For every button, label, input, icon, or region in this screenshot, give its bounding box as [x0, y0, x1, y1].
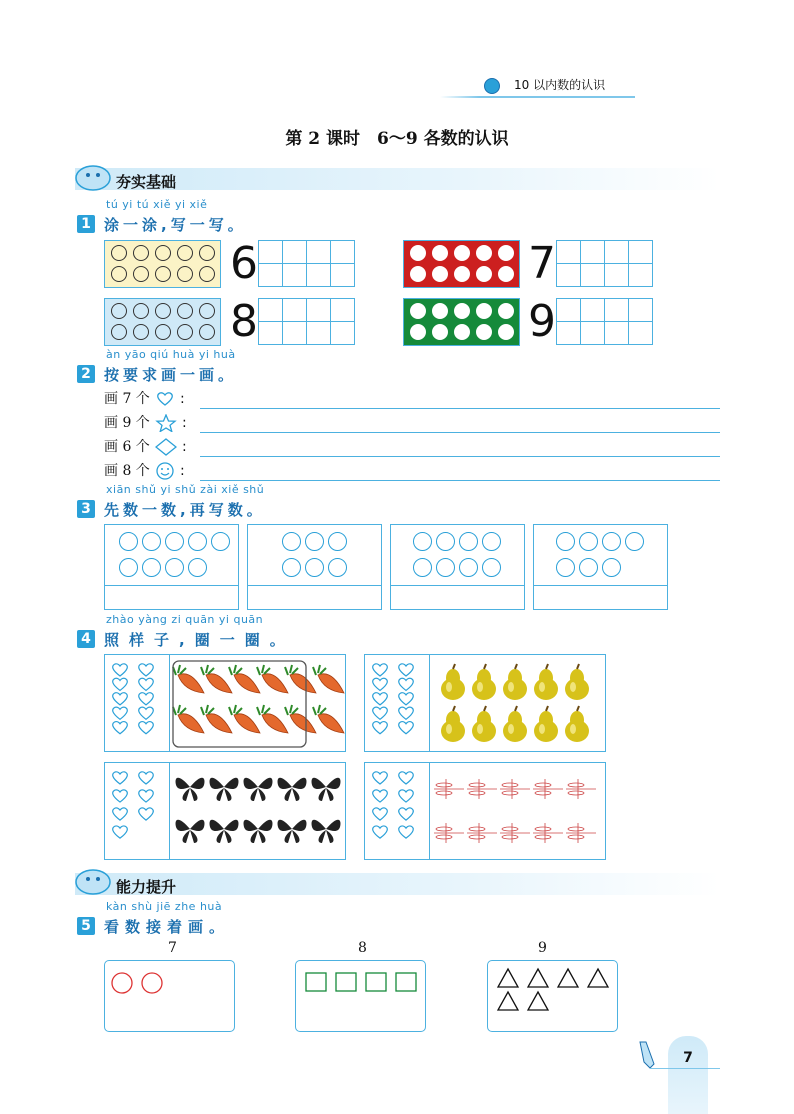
- grid-cell[interactable]: [628, 321, 653, 345]
- grid-cell[interactable]: [330, 298, 355, 322]
- circle-slot[interactable]: [476, 324, 492, 340]
- count-circle: [188, 558, 207, 577]
- butterfly-panel[interactable]: [169, 762, 346, 860]
- grid-cell[interactable]: [604, 240, 629, 264]
- circle-frame-red: [403, 240, 520, 288]
- circle-slot[interactable]: [476, 303, 492, 319]
- answer-divider: [391, 585, 524, 586]
- count-circle: [305, 532, 324, 551]
- circle-slot[interactable]: [432, 324, 448, 340]
- grid-cell[interactable]: [604, 263, 629, 287]
- writing-grid[interactable]: [258, 298, 354, 344]
- count-circle: [282, 558, 301, 577]
- circle-slot[interactable]: [498, 266, 514, 282]
- count-box[interactable]: [247, 524, 382, 610]
- grid-cell[interactable]: [580, 240, 605, 264]
- circle-slot[interactable]: [199, 266, 215, 282]
- section-title-improve: 能力提升: [116, 878, 177, 896]
- star-icon: [155, 414, 177, 432]
- q3-number: 3: [77, 500, 95, 518]
- count-circle: [328, 558, 347, 577]
- circle-frame-green: [403, 298, 520, 346]
- answer-divider: [534, 585, 667, 586]
- circle-slot[interactable]: [177, 245, 193, 261]
- circle-slot[interactable]: [498, 303, 514, 319]
- carrot-panel[interactable]: [169, 654, 346, 752]
- digit-eight: 8: [230, 296, 258, 347]
- circle-slot[interactable]: [133, 266, 149, 282]
- circle-slot[interactable]: [133, 324, 149, 340]
- count-circle: [211, 532, 230, 551]
- circle-slot[interactable]: [111, 245, 127, 261]
- grid-cell[interactable]: [258, 321, 283, 345]
- circle-slot[interactable]: [498, 324, 514, 340]
- grid-cell[interactable]: [282, 240, 307, 264]
- heart-panel: [364, 762, 430, 860]
- count-circle: [328, 532, 347, 551]
- circle-slot[interactable]: [177, 324, 193, 340]
- draw-row-diamond[interactable]: [104, 436, 720, 458]
- circle-slot[interactable]: [133, 303, 149, 319]
- circle-slot[interactable]: [155, 266, 171, 282]
- footer-line: [650, 1068, 720, 1069]
- count-circle: [482, 558, 501, 577]
- q4-pinyin: zhào yàng zi quān yi quān: [106, 613, 264, 626]
- header-chapter: 10 以内数的认识: [514, 78, 606, 92]
- grid-cell[interactable]: [282, 263, 307, 287]
- count-circle: [556, 558, 575, 577]
- heart-panel: [104, 654, 170, 752]
- grid-cell[interactable]: [604, 321, 629, 345]
- grid-cell[interactable]: [580, 263, 605, 287]
- page-number: 7: [683, 1050, 693, 1066]
- diamond-icon: [155, 438, 177, 456]
- draw-row-smiley[interactable]: [104, 460, 720, 482]
- circle-slot[interactable]: [177, 266, 193, 282]
- q4-text: 照样子,圈一圈。: [104, 631, 295, 649]
- globe-icon: [484, 78, 500, 94]
- grid-cell[interactable]: [330, 263, 355, 287]
- circle-slot[interactable]: [155, 324, 171, 340]
- draw-row-star[interactable]: [104, 412, 720, 434]
- count-circle: [556, 532, 575, 551]
- count-circle: [142, 532, 161, 551]
- pencil-icon: [636, 1040, 658, 1070]
- grid-cell[interactable]: [580, 321, 605, 345]
- q2-text: 按要求画一画。: [104, 366, 238, 384]
- answer-line: [200, 456, 720, 457]
- count-circle: [579, 558, 598, 577]
- circle-slot[interactable]: [454, 266, 470, 282]
- count-box[interactable]: [104, 524, 239, 610]
- count-circle: [459, 532, 478, 551]
- draw-box-seven[interactable]: [104, 960, 235, 1032]
- draw-row-label: 画 9 个: [104, 415, 150, 431]
- writing-grid[interactable]: [556, 298, 652, 344]
- grid-cell[interactable]: [556, 298, 581, 322]
- circle-slot[interactable]: [155, 245, 171, 261]
- grid-cell[interactable]: [282, 298, 307, 322]
- circle-slot[interactable]: [133, 245, 149, 261]
- draw-row-label: 画 6 个: [104, 439, 150, 455]
- circle-slot[interactable]: [432, 245, 448, 261]
- circle-slot[interactable]: [476, 266, 492, 282]
- circle-slot[interactable]: [111, 303, 127, 319]
- grid-cell[interactable]: [556, 321, 581, 345]
- circle-slot[interactable]: [199, 303, 215, 319]
- heart-icon: [155, 391, 175, 407]
- colon: :: [182, 439, 187, 455]
- count-circle: [482, 532, 501, 551]
- count-circle: [602, 558, 621, 577]
- circle-slot[interactable]: [454, 245, 470, 261]
- mascot-icon: [74, 162, 112, 192]
- circle-slot[interactable]: [155, 303, 171, 319]
- draw-row-label: 画 7 个: [104, 391, 150, 407]
- writing-grid[interactable]: [556, 240, 652, 286]
- header: [440, 74, 640, 98]
- circle-slot[interactable]: [410, 245, 426, 261]
- dragonfly-panel[interactable]: [429, 762, 606, 860]
- grid-cell[interactable]: [306, 298, 331, 322]
- heart-panel: [364, 654, 430, 752]
- grid-cell[interactable]: [258, 298, 283, 322]
- q5-label-seven: 7: [168, 940, 177, 956]
- circle-slot[interactable]: [498, 245, 514, 261]
- q3-text: 先数一数,再写数。: [104, 501, 266, 519]
- circle-frame-blue[interactable]: [104, 298, 221, 346]
- grid-cell[interactable]: [330, 321, 355, 345]
- circle-slot[interactable]: [199, 324, 215, 340]
- draw-row-heart[interactable]: [104, 388, 720, 410]
- q5-number: 5: [77, 917, 95, 935]
- lesson-title: 第 2 课时 6～9 各数的认识: [285, 129, 509, 149]
- count-circle: [119, 558, 138, 577]
- circle-slot[interactable]: [111, 266, 127, 282]
- draw-box-eight[interactable]: [295, 960, 426, 1032]
- grid-cell[interactable]: [306, 240, 331, 264]
- q3-pinyin: xiān shǔ yi shǔ zài xiě shǔ: [106, 483, 265, 496]
- section-title-basics: 夯实基础: [116, 173, 177, 191]
- grid-cell[interactable]: [556, 263, 581, 287]
- count-circle: [459, 558, 478, 577]
- count-circle: [305, 558, 324, 577]
- count-circle: [142, 558, 161, 577]
- answer-line: [200, 480, 720, 481]
- grid-cell[interactable]: [330, 240, 355, 264]
- q2-pinyin: àn yāo qiú huà yi huà: [106, 348, 236, 361]
- draw-row-label: 画 8 个: [104, 463, 150, 479]
- grid-cell[interactable]: [556, 240, 581, 264]
- count-circle: [625, 532, 644, 551]
- grid-cell[interactable]: [604, 298, 629, 322]
- q5-pinyin: kàn shù jiē zhe huà: [106, 900, 223, 913]
- q1-number: 1: [77, 215, 95, 233]
- grid-cell[interactable]: [258, 240, 283, 264]
- page-number-tab: [668, 1036, 708, 1114]
- circle-slot[interactable]: [432, 303, 448, 319]
- count-circle: [579, 532, 598, 551]
- count-circle: [436, 532, 455, 551]
- circle-slot[interactable]: [454, 324, 470, 340]
- pear-panel[interactable]: [429, 654, 606, 752]
- grid-cell[interactable]: [306, 263, 331, 287]
- digit-nine: 9: [528, 296, 556, 347]
- count-box[interactable]: [390, 524, 525, 610]
- q2-number: 2: [77, 365, 95, 383]
- circle-slot[interactable]: [476, 245, 492, 261]
- q1-text: 涂一涂,写一写。: [104, 216, 247, 234]
- smiley-icon: [155, 462, 175, 480]
- circle-slot[interactable]: [432, 266, 448, 282]
- draw-box-nine[interactable]: [487, 960, 618, 1032]
- count-circle: [282, 532, 301, 551]
- circle-slot[interactable]: [111, 324, 127, 340]
- circle-slot[interactable]: [410, 324, 426, 340]
- count-circle: [165, 558, 184, 577]
- grid-cell[interactable]: [580, 298, 605, 322]
- count-circle: [119, 532, 138, 551]
- circle-slot[interactable]: [454, 303, 470, 319]
- mascot-icon: [74, 866, 112, 896]
- writing-grid[interactable]: [258, 240, 354, 286]
- q4-number: 4: [77, 630, 95, 648]
- count-circle: [602, 532, 621, 551]
- grid-cell[interactable]: [628, 263, 653, 287]
- circle-slot[interactable]: [199, 245, 215, 261]
- q5-label-nine: 9: [538, 940, 547, 956]
- grid-cell[interactable]: [306, 321, 331, 345]
- answer-line: [200, 408, 720, 409]
- count-box[interactable]: [533, 524, 668, 610]
- colon: :: [180, 391, 185, 407]
- heart-panel: [104, 762, 170, 860]
- circle-slot[interactable]: [410, 303, 426, 319]
- grid-cell[interactable]: [628, 240, 653, 264]
- circle-slot[interactable]: [410, 266, 426, 282]
- answer-divider: [248, 585, 381, 586]
- count-circle: [436, 558, 455, 577]
- digit-six: 6: [230, 238, 258, 289]
- header-line: [440, 96, 635, 98]
- circle-frame-yellow[interactable]: [104, 240, 221, 288]
- q5-text: 看数接着画。: [104, 918, 231, 936]
- count-circle: [165, 532, 184, 551]
- answer-line: [200, 432, 720, 433]
- count-circle: [413, 558, 432, 577]
- digit-seven: 7: [528, 238, 556, 289]
- answer-divider: [105, 585, 238, 586]
- colon: :: [180, 463, 185, 479]
- grid-cell[interactable]: [258, 263, 283, 287]
- count-circle: [188, 532, 207, 551]
- grid-cell[interactable]: [282, 321, 307, 345]
- grid-cell[interactable]: [628, 298, 653, 322]
- q1-pinyin: tú yi tú xiě yi xiě: [106, 198, 208, 211]
- count-circle: [413, 532, 432, 551]
- q5-label-eight: 8: [358, 940, 367, 956]
- colon: :: [182, 415, 187, 431]
- circle-slot[interactable]: [177, 303, 193, 319]
